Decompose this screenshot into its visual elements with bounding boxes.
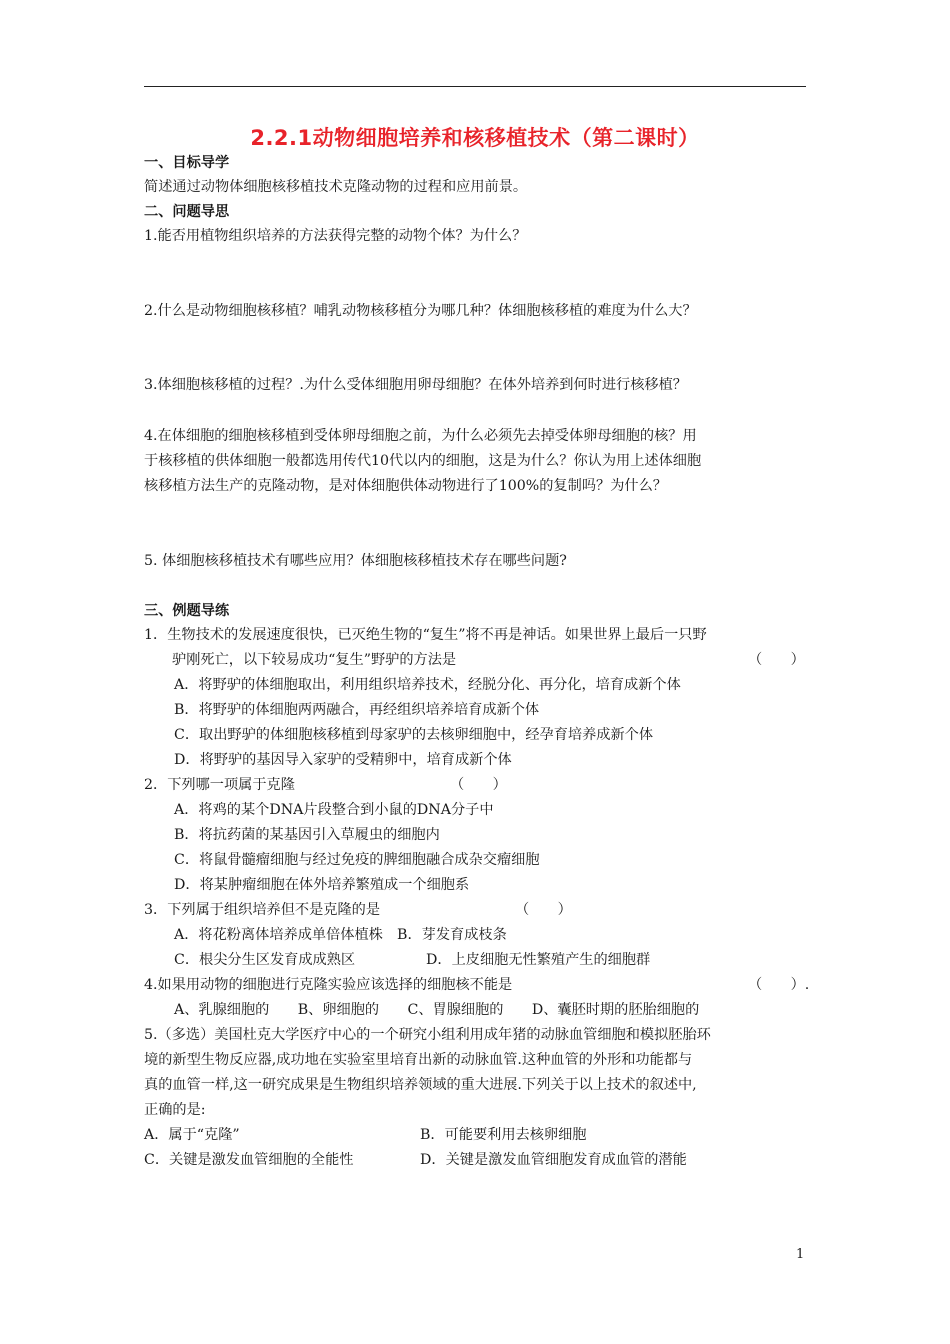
section-3-heading: 三、例题导练 (144, 603, 230, 619)
example-3-option-c: C．根尖分生区发育成成熟区 (174, 952, 356, 968)
question-2: 2.什么是动物细胞核移植？哺乳动物核移植分为哪几种？体细胞核移植的难度为什么大？ (144, 303, 697, 319)
page-number: 1 (796, 1247, 805, 1262)
example-5-option-b: B．可能要利用去核卵细胞 (420, 1127, 587, 1143)
example-2-stem: 2．下列哪一项属于克隆 (144, 777, 295, 793)
question-1: 1.能否用植物组织培养的方法获得完整的动物个体？为什么？ (144, 228, 527, 244)
example-1-answer-blank: （ ） (748, 652, 805, 668)
question-3: 3.体细胞核移植的过程？.为什么受体细胞用卵母细胞？在体外培养到何时进行核移植？ (144, 377, 687, 393)
header-rule (144, 86, 806, 87)
example-2-answer-blank: （ ） (450, 777, 507, 793)
page-title: 2.2.1动物细胞培养和核移植技术（第二课时） (250, 126, 700, 150)
example-3-option-d: D．上皮细胞无性繁殖产生的细胞群 (426, 952, 651, 968)
example-4-stem: 4.如果用动物的细胞进行克隆实验应该选择的细胞核不能是 (144, 977, 513, 993)
example-2-option-c: C．将鼠骨髓瘤细胞与经过免疫的脾细胞融合成杂交瘤细胞 (174, 852, 540, 868)
question-5: 5. 体细胞核移植技术有哪些应用？体细胞核移植技术存在哪些问题? (144, 553, 567, 569)
example-5-stem-line-4: 正确的是: (144, 1102, 206, 1118)
example-1-stem-line-2: 驴刚死亡，以下较易成功“复生”野驴的方法是 (172, 652, 457, 668)
section-1-heading: 一、目标导学 (144, 155, 230, 171)
example-5-stem-line-1: 5.（多选）美国杜克大学医疗中心的一个研究小组利用成年猪的动脉血管细胞和模拟胚胎环 (144, 1027, 711, 1043)
section-1-text: 简述通过动物体细胞核移植技术克隆动物的过程和应用前景。 (144, 179, 528, 195)
example-1-option-c: C．取出野驴的体细胞核移植到母家驴的去核卵细胞中，经孕育培养成新个体 (174, 727, 654, 743)
example-1-option-d: D．将野驴的基因导入家驴的受精卵中，培育成新个体 (174, 752, 512, 768)
example-5-stem-line-3: 真的血管一样,这一研究成果是生物组织培养领域的重大进展.下列关于以上技术的叙述中, (144, 1077, 697, 1093)
example-4-answer-blank: （ ）. (748, 977, 810, 993)
example-1-stem-line-1: 1．生物技术的发展速度很快，已灭绝生物的“复生”将不再是神话。如果世界上最后一只野 (144, 627, 707, 643)
question-4-line-1: 4.在体细胞的细胞核移植到受体卵母细胞之前，为什么必须先去掉受体卵母细胞的核？用 (144, 428, 697, 444)
example-5-stem-line-2: 境的新型生物反应器,成功地在实验室里培育出新的动脉血管.这种血管的外形和功能都与 (144, 1052, 693, 1068)
question-4-line-2: 于核移植的供体细胞一般都选用传代10代以内的细胞，这是为什么？你认为用上述体细胞 (144, 453, 702, 469)
example-2-option-a: A．将鸡的某个DNA片段整合到小鼠的DNA分子中 (174, 802, 494, 818)
example-5-option-c: C．关键是激发血管细胞的全能性 (144, 1152, 354, 1168)
example-1-option-b: B．将野驴的体细胞两两融合，再经组织培养培育成新个体 (174, 702, 540, 718)
example-4-options: A、乳腺细胞的 B、卵细胞的 C、胃腺细胞的 D、囊胚时期的胚胎细胞的 (174, 1002, 700, 1018)
example-5-option-a: A．属于“克隆” (144, 1127, 240, 1143)
question-4-line-3: 核移植方法生产的克隆动物，是对体细胞供体动物进行了100%的复制吗？为什么？ (144, 478, 667, 494)
example-2-option-b: B．将抗药菌的某基因引入草履虫的细胞内 (174, 827, 440, 843)
example-3-stem: 3．下列属于组织培养但不是克隆的是 (144, 902, 381, 918)
section-2-heading: 二、问题导思 (144, 204, 230, 220)
example-5-option-d: D．关键是激发血管细胞发育成血管的潜能 (420, 1152, 687, 1168)
example-2-option-d: D．将某肿瘤细胞在体外培养繁殖成一个细胞系 (174, 877, 470, 893)
example-3-options-ab: A．将花粉离体培养成单倍体植株 B．芽发育成枝条 (174, 927, 507, 943)
example-1-option-a: A．将野驴的体细胞取出，利用组织培养技术，经脱分化、再分化，培育成新个体 (174, 677, 681, 693)
example-3-answer-blank: （ ） (515, 902, 572, 918)
